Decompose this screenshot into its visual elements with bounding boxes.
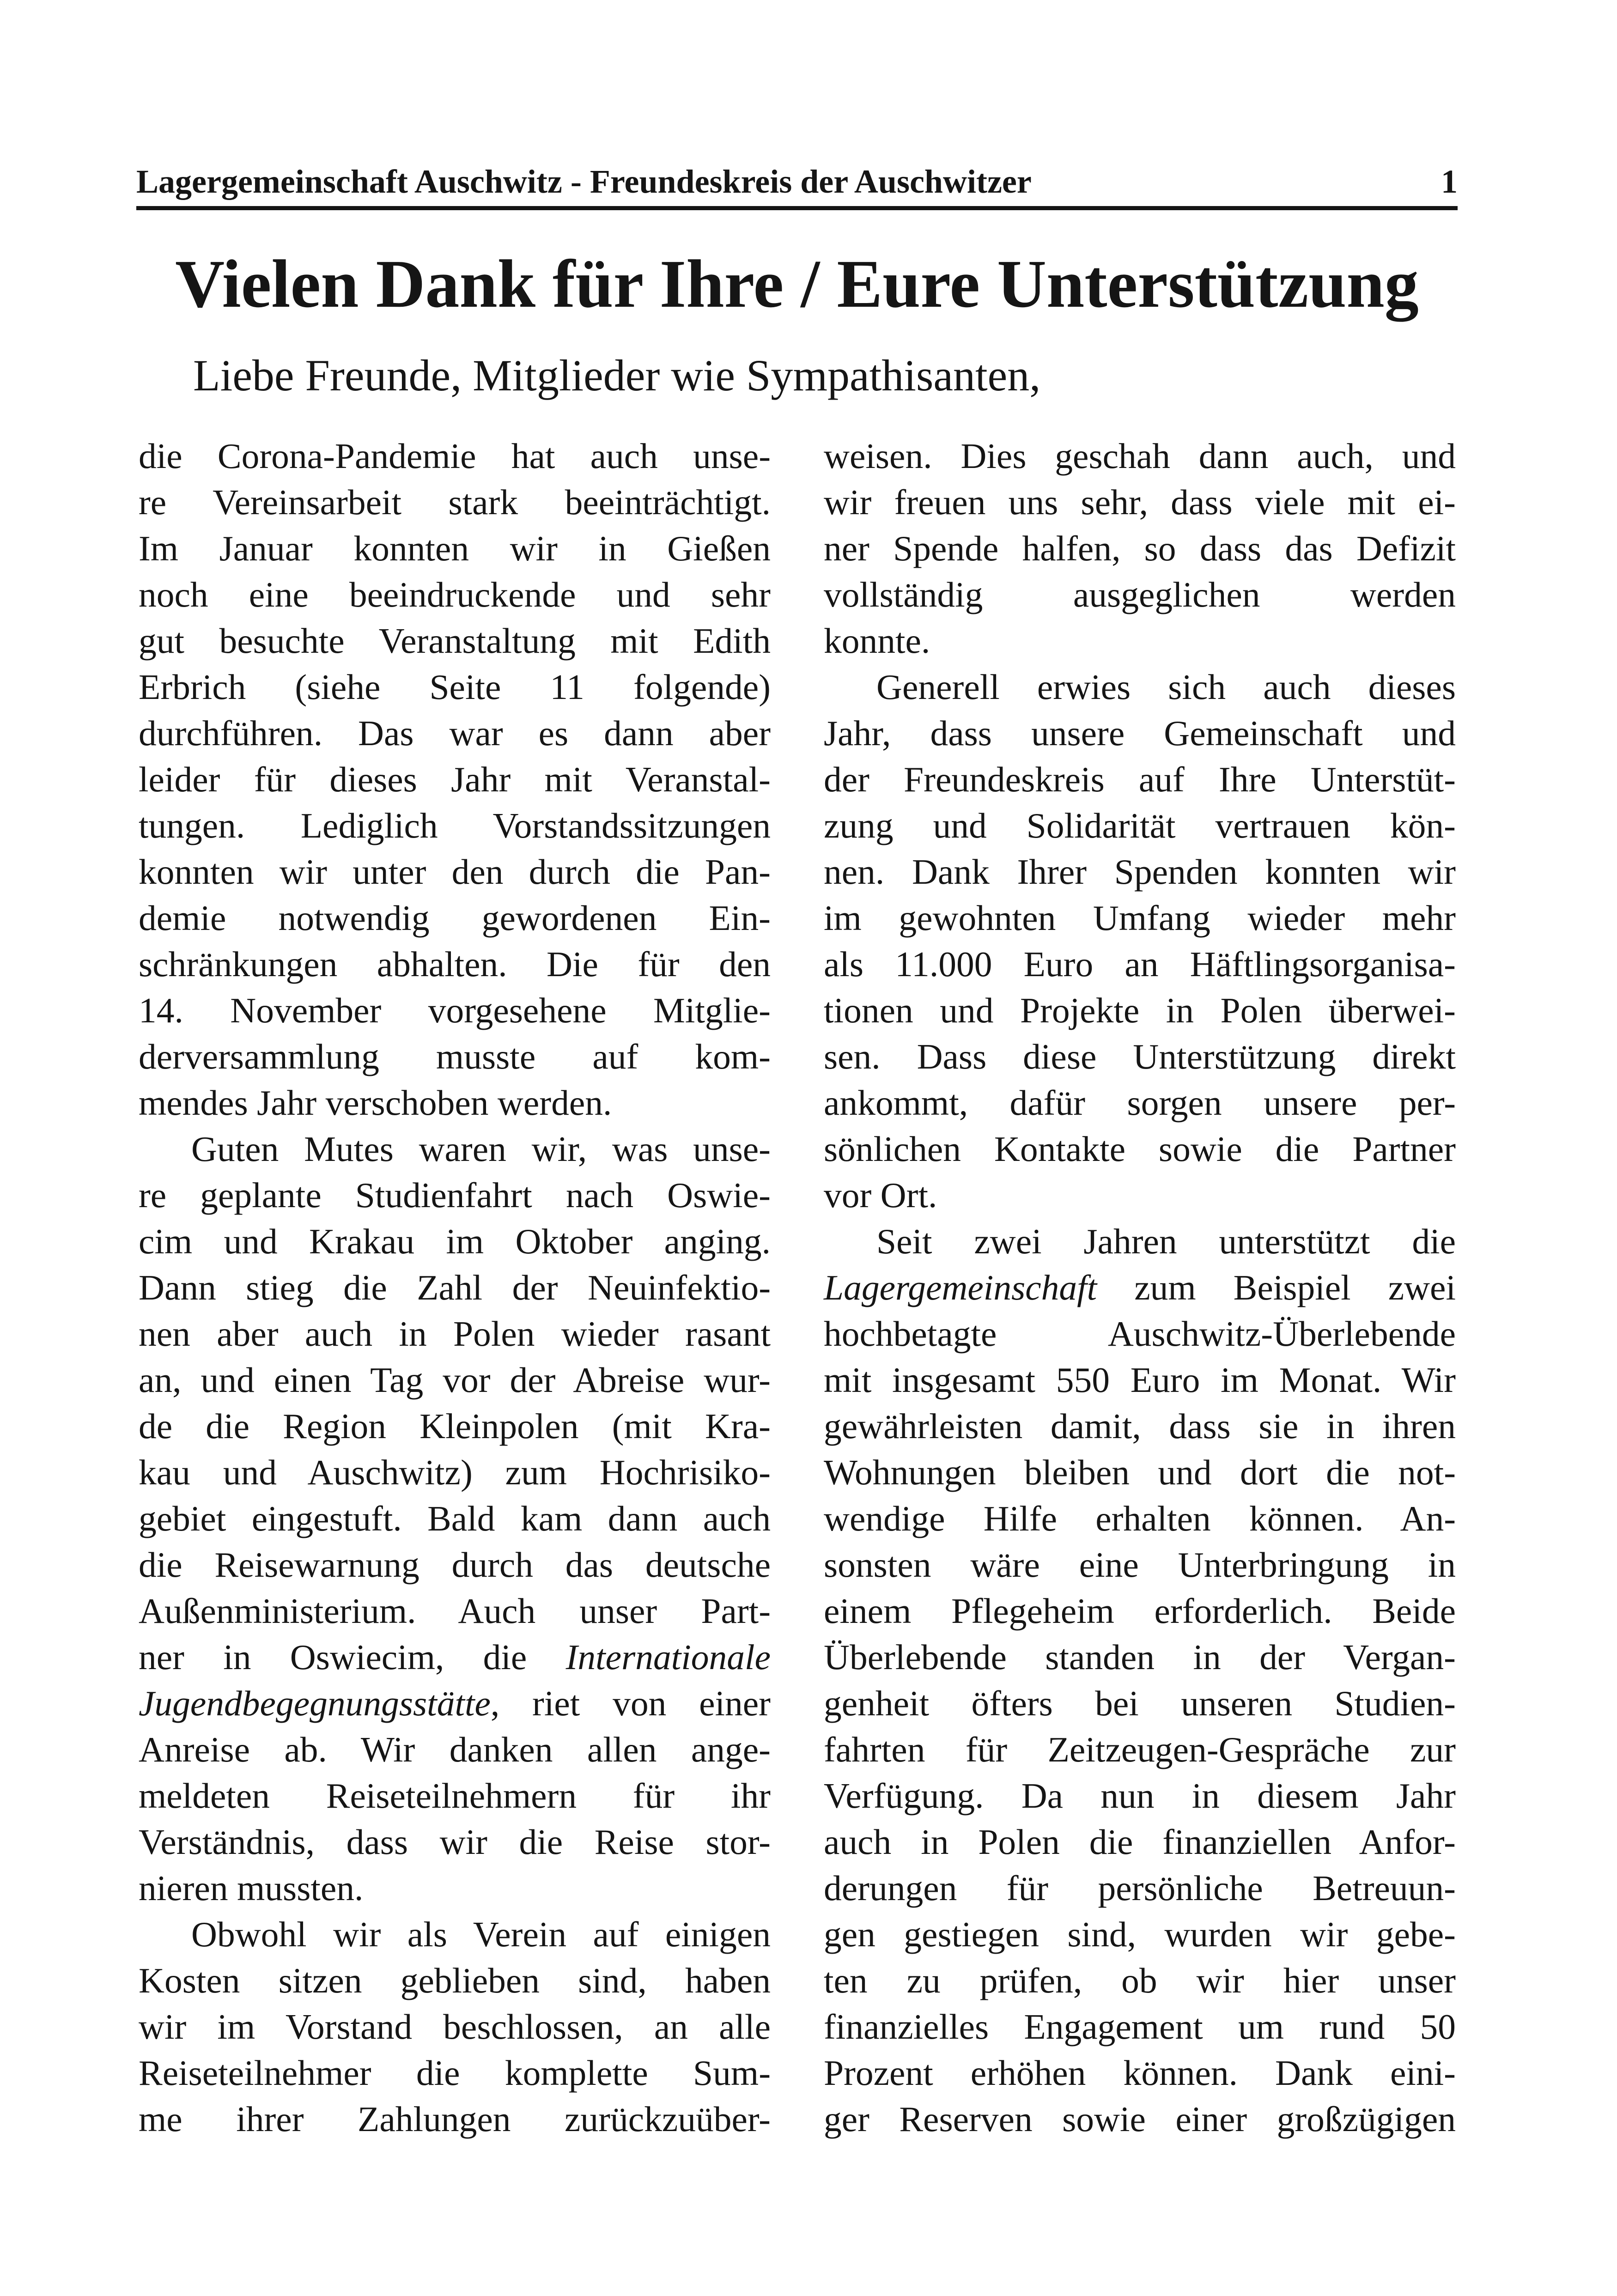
text-line [139,1680,771,1726]
text-line: sonsten wäre eine Unterbringung in [824,1545,1456,1585]
text-line: de die Region Kleinpolen (mit Kra- [139,1406,771,1446]
text-line: Anreise ab. Wir danken allen ange- [139,1730,771,1769]
text-line: derungen für persönliche Betreuun- [824,1868,1456,1908]
text-line: ger Reserven sowie einer großzügigen [824,2099,1456,2139]
text-line: Obwohl wir als Verein auf einigen [191,1914,771,1954]
text-line: durchführen. Das war es dann aber [139,713,771,753]
text-line [139,1634,771,1680]
text-line: derversammlung musste auf kom- [139,1037,771,1076]
text-line: Prozent erhöhen können. Dank eini- [824,2053,1456,2093]
text-line: Jahr, dass unsere Gemeinschaft und [824,713,1456,753]
text-line: konnte. [824,621,930,661]
text-line: 14. November vorgesehene Mitglie- [139,990,771,1030]
text-line: ner Spende halfen, so dass das Defizit [824,528,1456,568]
text-line: re Vereinsarbeit stark beeinträchtigt. [139,482,771,522]
text-line: Kosten sitzen geblieben sind, haben [139,1961,771,2000]
text-line: wir freuen uns sehr, dass viele mit ei- [824,482,1456,522]
text-line: mit insgesamt 550 Euro im Monat. Wir [824,1360,1456,1400]
text-line: Seit zwei Jahren unterstützt die [876,1221,1456,1261]
text-line: die Reisewarnung durch das deutsche [139,1545,771,1585]
text-line: konnten wir unter den durch die Pan- [139,852,771,892]
text-line: wendige Hilfe erhalten können. An- [824,1499,1456,1538]
text-line: vor Ort. [824,1175,937,1215]
text-line: zung und Solidarität vertrauen kön- [824,806,1456,845]
text-line: fahrten für Zeitzeugen-Gespräche zur [824,1730,1456,1769]
text-segment: zum Beispiel zwei [1097,1268,1456,1307]
text-line: Reiseteilnehmer die komplette Sum- [139,2053,771,2093]
text-line: noch eine beeindruckende und sehr [139,575,771,614]
text-line: weisen. Dies geschah dann auch, und [824,436,1456,476]
text-line: hochbetagte Auschwitz-Überlebende [824,1314,1456,1354]
text-line: schränkungen abhalten. Die für den [139,944,771,984]
text-line: gut besuchte Veranstaltung mit Edith [139,621,771,661]
text-line: genheit öfters bei unseren Studien- [824,1683,1456,1723]
text-line: kau und Auschwitz) zum Hochrisiko- [139,1452,771,1492]
text-line: mendes Jahr verschoben werden. [139,1083,612,1123]
text-line: die Corona-Pandemie hat auch unse- [139,436,771,476]
text-line: Erbrich (siehe Seite 11 folgende) [139,667,771,707]
text-column-right [824,433,1456,2188]
text-line: Verständnis, dass wir die Reise stor- [139,1822,771,1862]
text-line: re geplante Studienfahrt nach Oswie- [139,1175,771,1215]
text-line: ten zu prüfen, ob wir hier unser [824,1961,1456,2000]
text-line: einem Pflegeheim erforderlich. Beide [824,1591,1456,1631]
text-line: sönlichen Kontakte sowie die Partner [824,1129,1456,1169]
text-line: auch in Polen die finanziellen Anfor- [824,1822,1456,1862]
running-header-title: Lagergemeinschaft Auschwitz - Freundeskreis der Auschwitzer [136,163,1032,200]
text-line: me ihrer Zahlungen zurückzuüber- [139,2099,771,2139]
text-line: gewährleisten damit, dass sie in ihren [824,1406,1456,1446]
text-line: vollständig ausgeglichen werden [824,575,1456,614]
text-segment: ner in Oswiecim, die [139,1637,566,1677]
text-line: ankommt, dafür sorgen unsere per- [824,1083,1456,1123]
text-line: tionen und Projekte in Polen überwei- [824,990,1456,1030]
text-line: sen. Dass diese Unterstützung direkt [824,1037,1456,1076]
text-column-left [139,433,771,2188]
text-segment-italic: Internationale [565,1637,771,1677]
text-segment-italic: Lagergemeinschaft [824,1268,1097,1307]
text-segment: , riet von einer [490,1683,771,1723]
text-line: Verfügung. Da nun in diesem Jahr [824,1776,1456,1816]
text-line: cim und Krakau im Oktober anging. [139,1221,771,1261]
text-line: im gewohnten Umfang wieder mehr [824,898,1456,938]
text-line: an, und einen Tag vor der Abreise wur- [139,1360,771,1400]
text-line: Außenministerium. Auch unser Part- [139,1591,771,1631]
text-line: Überlebende standen in der Vergan- [824,1637,1456,1677]
text-line: nieren mussten. [139,1868,364,1908]
text-line: nen aber auch in Polen wieder rasant [139,1314,771,1354]
text-line: demie notwendig gewordenen Ein- [139,898,771,938]
page-number: 1 [1441,163,1458,200]
article-headline: Vielen Dank für Ihre / Eure Unterstützung [175,246,1419,322]
text-line: nen. Dank Ihrer Spenden konnten wir [824,852,1456,892]
text-line: meldeten Reiseteilnehmern für ihr [139,1776,771,1816]
text-line: Generell erwies sich auch dieses [876,667,1456,707]
running-header [136,159,1458,210]
text-line: Guten Mutes waren wir, was unse- [191,1129,771,1169]
text-line: Dann stieg die Zahl der Neuinfektio- [139,1268,771,1307]
text-line: tungen. Lediglich Vorstandssitzungen [139,806,771,845]
text-line [824,1264,1456,1311]
text-line: wir im Vorstand beschlossen, an alle [139,2007,771,2047]
text-line: finanzielles Engagement um rund 50 [824,2007,1456,2047]
text-line: gen gestiegen sind, wurden wir gebe- [824,1914,1456,1954]
text-line: als 11.000 Euro an Häftlingsorganisa- [824,944,1456,984]
text-line: Wohnungen bleiben und dort die not- [824,1452,1456,1492]
article-greeting: Liebe Freunde, Mitglieder wie Sympathisanten, [193,351,1041,400]
text-line: Im Januar konnten wir in Gießen [139,528,771,568]
text-line: gebiet eingestuft. Bald kam dann auch [139,1499,771,1538]
text-segment-italic: Jugendbegegnungsstätte [139,1683,491,1723]
text-line: der Freundeskreis auf Ihre Unterstüt- [824,759,1456,799]
text-line: leider für dieses Jahr mit Veranstal- [139,759,771,799]
